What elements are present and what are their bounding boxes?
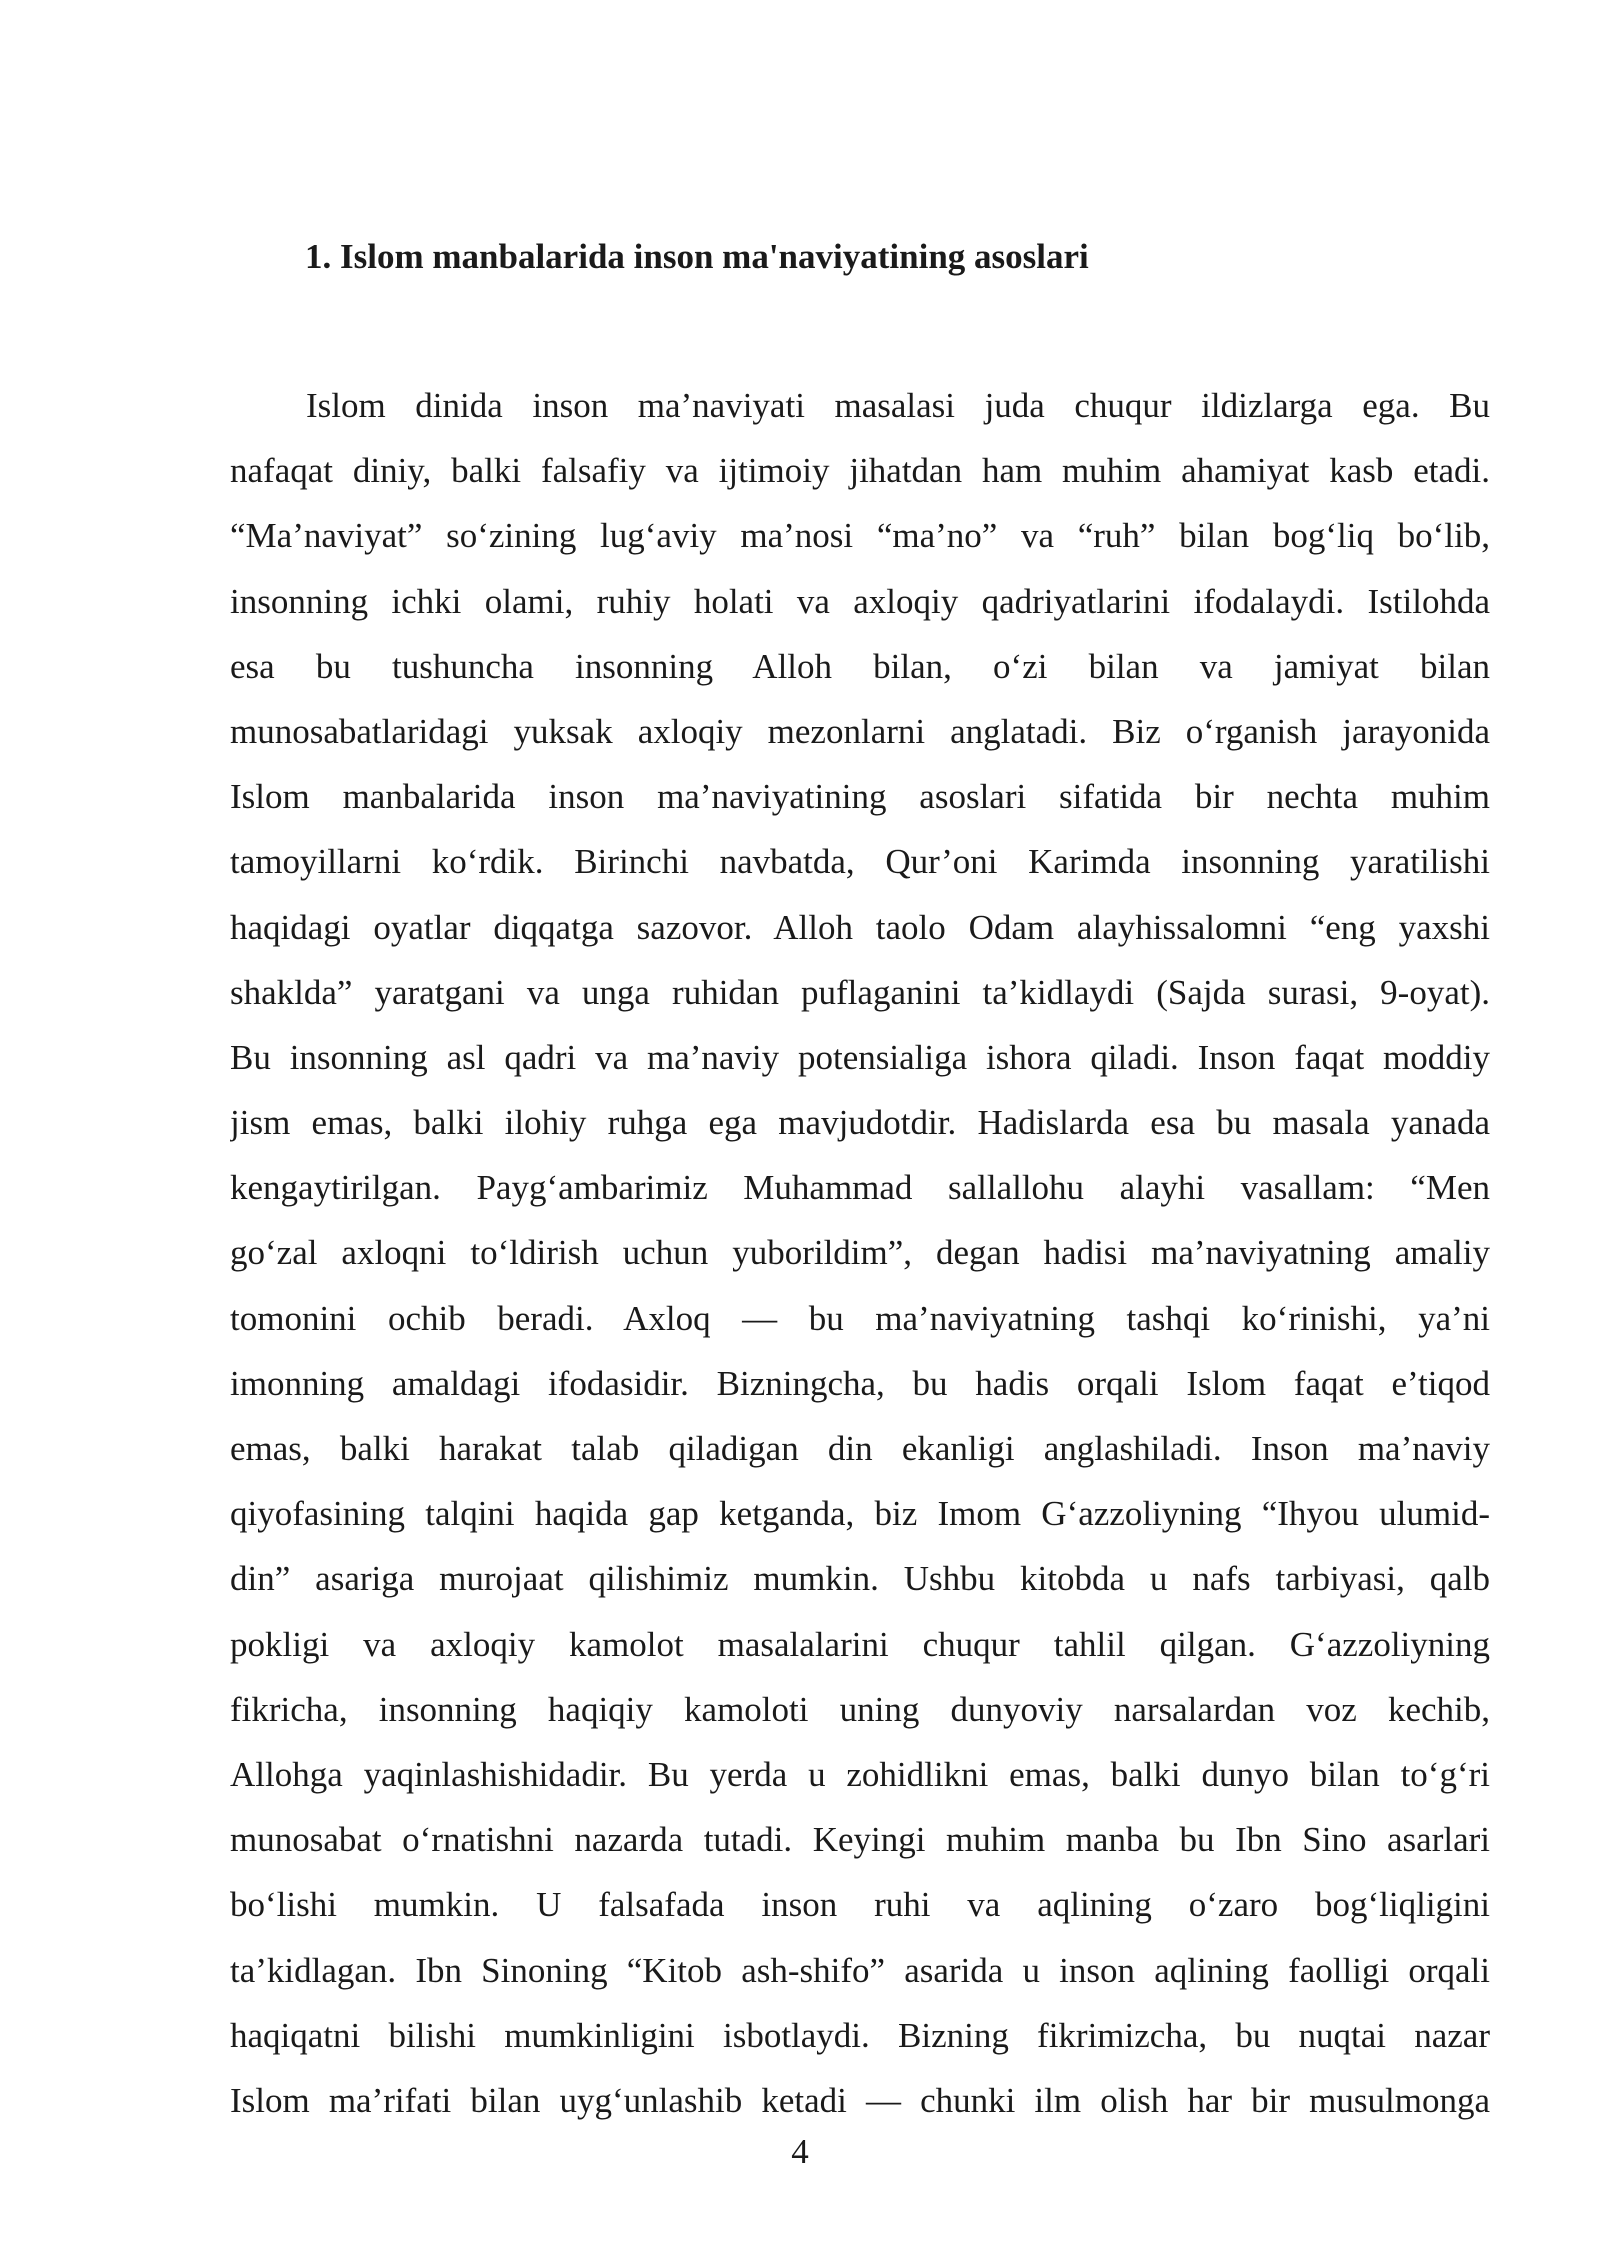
page-number: 4 [791,2132,809,2171]
body-paragraph [230,373,1490,2133]
text-line: nafaqat diniy, balki falsafiy va ijtimoiy jihatdan ham muhim ahamiyat kasb etadi. [230,451,1490,491]
text-line: din” asariga murojaat qilishimiz mumkin. Ushbu kitobda u nafs tarbiyasi, qalb [230,1559,1490,1599]
text-line: haqidagi oyatlar diqqatga sazovor. Alloh taolo Odam alayhissalomni “eng yaxshi [230,907,1490,947]
text-line: imonning amaldagi ifodasidir. Bizningcha, bu hadis orqali Islom faqat e’tiqod [230,1363,1490,1403]
text-line: fikricha, insonning haqiqiy kamoloti uning dunyoviy narsalardan voz kechib, [230,1689,1490,1729]
text-line: ta’kidlagan. Ibn Sinoning “Kitob ash-shifo” asarida u inson aqlining faolligi orqali [230,1950,1490,1990]
text-line: Bu insonning asl qadri va ma’naviy potensialiga ishora qiladi. Inson faqat moddiy [230,1037,1490,1077]
text-line: Allohga yaqinlashishidadir. Bu yerda u zohidlikni emas, balki dunyo bilan to‘g‘ri [230,1754,1490,1794]
text-line: “Ma’naviyat” so‘zining lug‘aviy ma’nosi “ma’no” va “ruh” bilan bog‘liq bo‘lib, [230,516,1490,556]
text-line: jism emas, balki ilohiy ruhga ega mavjudotdir. Hadislarda esa bu masala yanada [230,1103,1490,1143]
text-line: munosabat o‘rnatishni nazarda tutadi. Keyingi muhim manba bu Ibn Sino asarlari [230,1820,1490,1860]
text-line: Islom manbalarida inson ma’naviyatining asoslari sifatida bir nechta muhim [230,777,1490,817]
section-heading: 1. Islom manbalarida inson ma'naviyatining asoslari [305,237,1089,276]
text-line: qiyofasining talqini haqida gap ketganda, biz Imom G‘azzoliyning “Ihyou ulumid- [230,1494,1490,1534]
text-line: tomonini ochib beradi. Axloq — bu ma’naviyatning tashqi ko‘rinishi, ya’ni [230,1298,1490,1338]
text-line: bo‘lishi mumkin. U falsafada inson ruhi va aqlining o‘zaro bog‘liqligini [230,1885,1490,1925]
text-line: go‘zal axloqni to‘ldirish uchun yuborildim”, degan hadisi ma’naviyatning amaliy [230,1233,1490,1273]
text-line: Islom ma’rifati bilan uyg‘unlashib ketadi — chunki ilm olish har bir musulmonga [230,2080,1490,2120]
text-line: esa bu tushuncha insonning Alloh bilan, o‘zi bilan va jamiyat bilan [230,646,1490,686]
text-line: munosabatlaridagi yuksak axloqiy mezonlarni anglatadi. Biz o‘rganish jarayonida [230,711,1490,751]
text-line: shaklda” yaratgani va unga ruhidan puflaganini ta’kidlaydi (Sajda surasi, 9-oyat). [230,972,1490,1012]
text-line: insonning ichki olami, ruhiy holati va axloqiy qadriyatlarini ifodalaydi. Istilohda [230,581,1490,621]
text-line: pokligi va axloqiy kamolot masalalarini chuqur tahlil qilgan. G‘azzoliyning [230,1624,1490,1664]
text-line: haqiqatni bilishi mumkinligini isbotlaydi. Bizning fikrimizcha, bu nuqtai nazar [230,2015,1490,2055]
text-line: tamoyillarni ko‘rdik. Birinchi navbatda, Qur’oni Karimda insonning yaratilishi [230,842,1490,882]
text-line: emas, balki harakat talab qiladigan din ekanligi anglashiladi. Inson ma’naviy [230,1429,1490,1468]
text-line: Islom dinida inson ma’naviyati masalasi juda chuqur ildizlarga ega. Bu [306,386,1490,425]
text-line: kengaytirilgan. Payg‘ambarimiz Muhammad sallallohu alayhi vasallam: “Men [230,1168,1490,1208]
